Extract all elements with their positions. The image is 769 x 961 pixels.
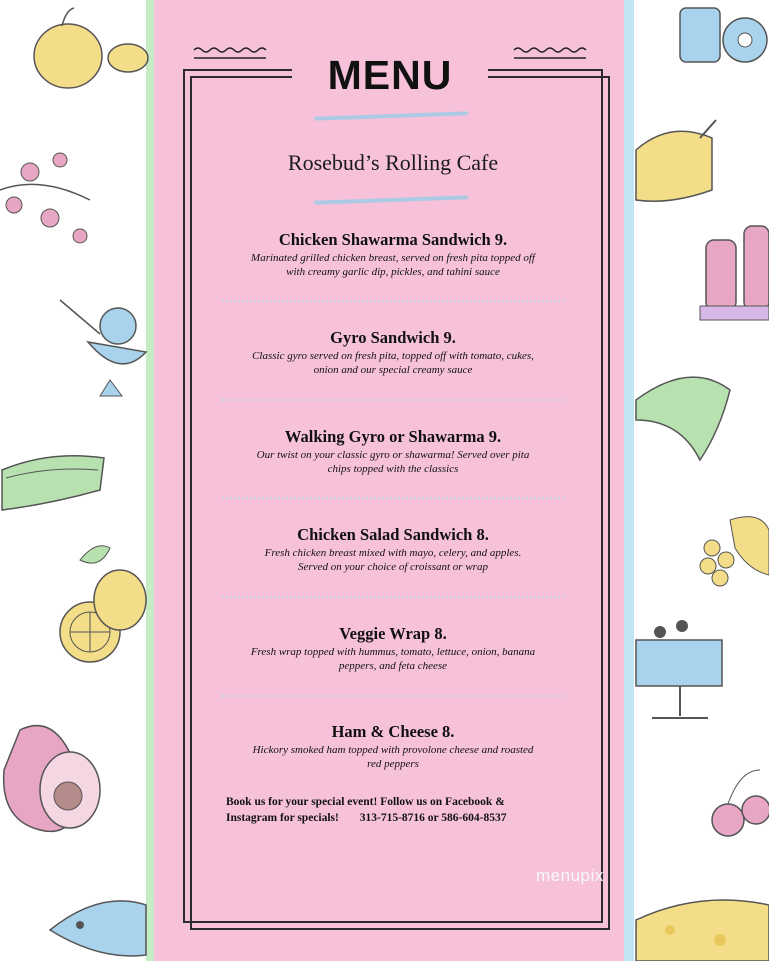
salt-pepper-icon <box>700 226 769 320</box>
flower-branch-icon <box>0 153 90 243</box>
item-description-line: chips topped with the classics <box>327 463 459 475</box>
item-description-line: onion and our special creamy sauce <box>313 364 473 376</box>
peach-icon <box>34 8 148 88</box>
grapes-icon <box>700 517 769 586</box>
item-name: Ham & Cheese 8. <box>331 722 455 741</box>
item-divider <box>222 300 564 302</box>
wave-right-decoration <box>512 44 588 64</box>
item-description-line: Fresh chicken breast mixed with mayo, celery, and apples. <box>264 547 522 559</box>
avocado-icon <box>4 726 100 832</box>
item-name: Chicken Shawarma Sandwich 9. <box>278 230 508 249</box>
item-description <box>218 251 568 279</box>
item-description-line: Fresh wrap topped with hummus, tomato, lettuce, onion, banana <box>250 646 536 658</box>
croissant-icon <box>636 377 730 460</box>
item-divider <box>222 596 564 598</box>
roast-chicken-icon <box>636 120 716 201</box>
cheese-icon <box>636 900 769 961</box>
item-description-line: with creamy garlic dip, pickles, and tahini sauce <box>286 266 500 278</box>
phone-numbers: 313-715-8716 or 586-604-8537 <box>359 812 507 824</box>
item-description-line: Hickory smoked ham topped with provolone cheese and roasted <box>252 744 534 756</box>
menu-item <box>218 722 568 771</box>
footer-note <box>226 794 586 826</box>
item-description <box>218 645 568 673</box>
menu-item <box>218 525 568 574</box>
item-description-line: Marinated grilled chicken breast, served on fresh pita topped off <box>251 252 535 264</box>
item-divider <box>222 497 564 499</box>
item-description <box>218 743 568 771</box>
item-name: Gyro Sandwich 9. <box>330 328 456 347</box>
cherries-icon <box>712 770 769 836</box>
item-description-line: peppers, and feta cheese <box>338 660 448 672</box>
menu-item <box>218 230 568 279</box>
watermark: menupix <box>536 866 604 885</box>
coffee-donut-icon <box>680 8 767 62</box>
item-divider <box>222 399 564 401</box>
cake-icon <box>636 620 722 718</box>
item-description-line: red peppers <box>367 758 419 770</box>
item-name: Veggie Wrap 8. <box>339 624 447 643</box>
sandwich-icon <box>2 456 104 510</box>
left-green-border <box>146 0 154 961</box>
item-divider <box>222 695 564 697</box>
restaurant-name: Rosebud’s Rolling Cafe <box>287 150 499 175</box>
fish-icon <box>50 901 146 956</box>
footer-line: Book us for your special event! Follow us on Facebook & <box>226 796 505 808</box>
right-blue-border <box>624 0 634 961</box>
wave-left-decoration <box>192 44 268 64</box>
item-description <box>218 546 568 574</box>
menu-item <box>218 624 568 673</box>
menu-item <box>218 328 568 377</box>
item-description-line: Classic gyro served on fresh pita, topped off with tomato, cukes, <box>252 350 534 362</box>
menu-item <box>218 427 568 476</box>
item-description-line: Served on your choice of croissant or wrap <box>298 561 488 573</box>
lemon-icon <box>60 546 146 662</box>
footer-specials: Instagram for specials! <box>226 812 339 824</box>
item-description-line: Our twist on your classic gyro or shawarma! Served over pita <box>256 449 530 461</box>
item-description <box>218 349 568 377</box>
footer-line <box>226 810 586 826</box>
item-name: Walking Gyro or Shawarma 9. <box>284 427 502 446</box>
menu-title: MENU <box>292 52 488 98</box>
item-name: Chicken Salad Sandwich 8. <box>297 525 489 544</box>
ice-cream-icon <box>60 300 146 396</box>
item-description <box>218 448 568 476</box>
